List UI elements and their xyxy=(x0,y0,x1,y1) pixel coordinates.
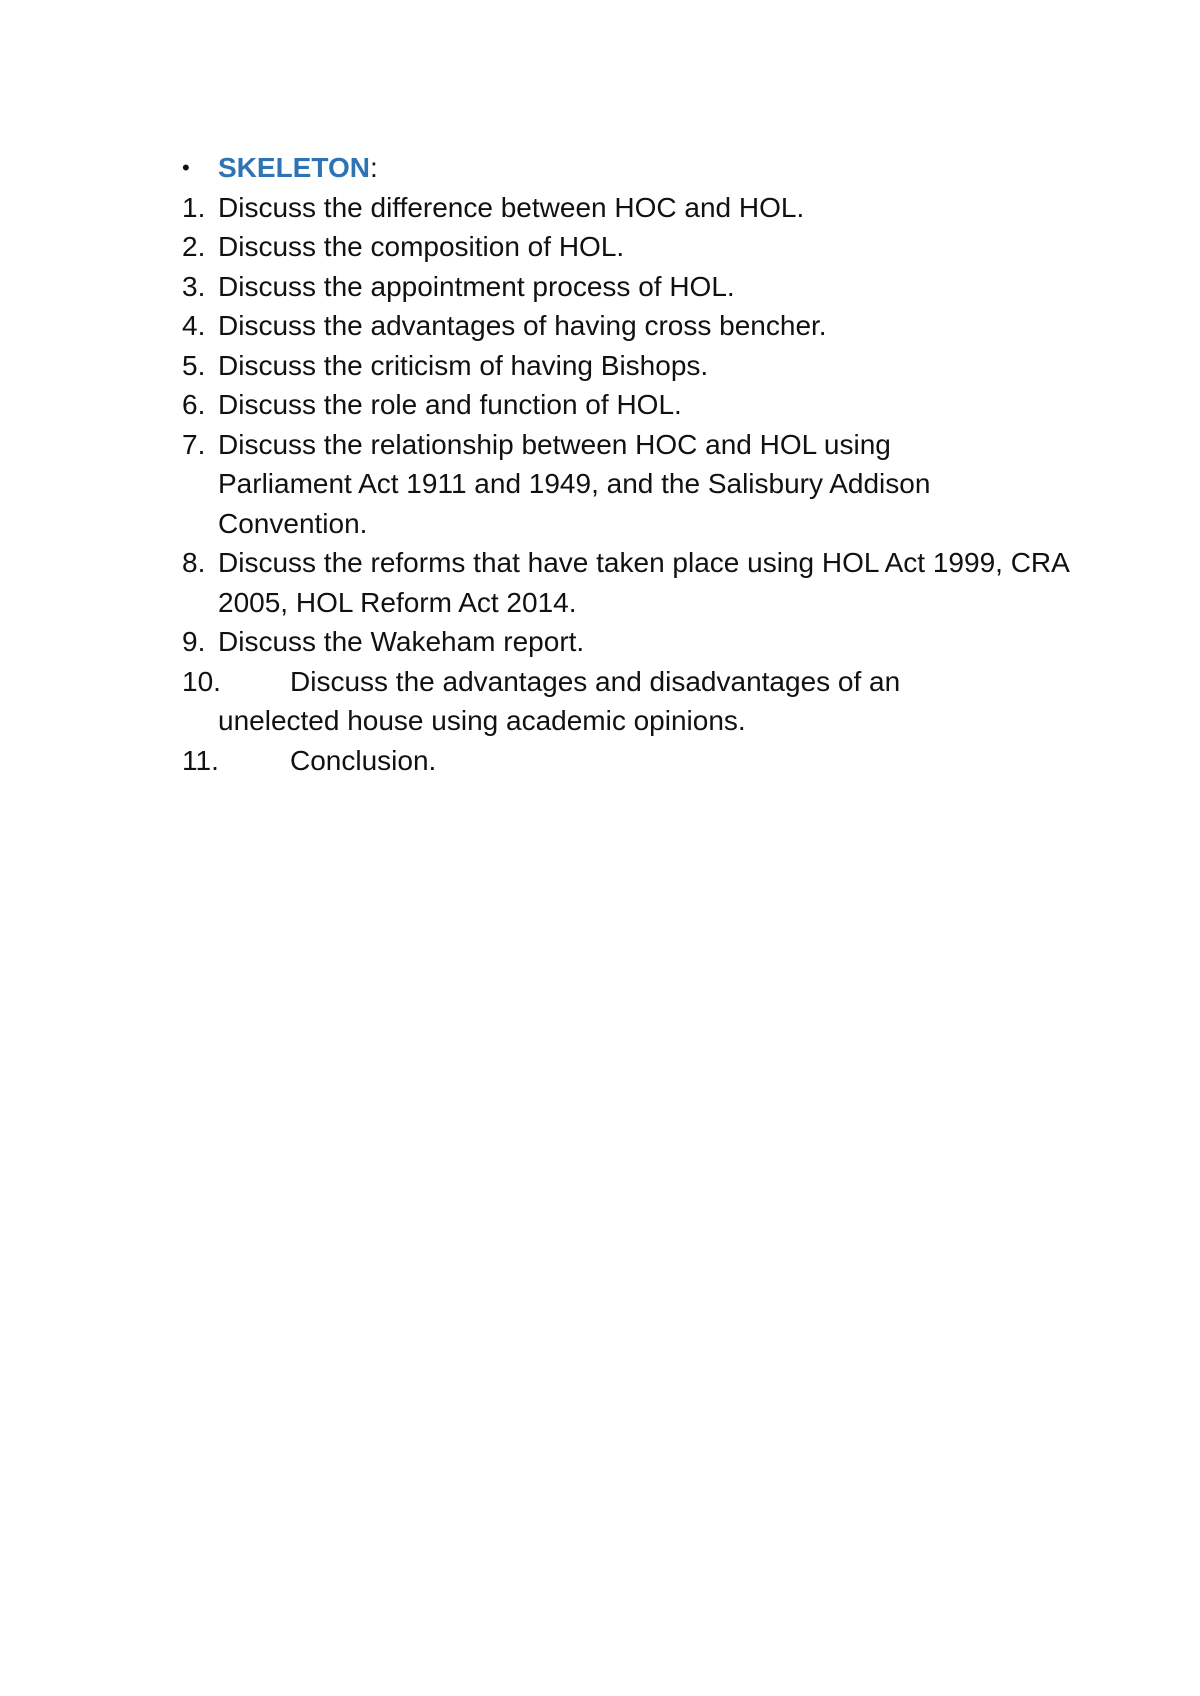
item-number: 3. xyxy=(182,270,206,302)
list-item xyxy=(182,188,1082,228)
item-text: Discuss the advantages and disadvantages of an unelected house using academic opinions. xyxy=(218,665,901,736)
item-number: 8. xyxy=(182,547,206,578)
item-text: Discuss the reforms that have taken place using HOL Act 1999, CRA 2005, HOL Reform Act 2014. xyxy=(218,547,1069,618)
item-text: Conclusion. xyxy=(290,744,437,776)
item-text: Discuss the relationship between HOC and HOL using Parliament Act 1911 and 1949, and the Salisbury Addison Convention. xyxy=(218,428,931,539)
item-number: 1. xyxy=(182,191,206,223)
list-item xyxy=(182,622,1082,662)
item-text: Discuss the appointment process of HOL. xyxy=(218,270,735,302)
item-number: 11. xyxy=(182,744,219,776)
list-item xyxy=(182,227,1082,267)
item-text: Discuss the advantages of having cross bencher. xyxy=(218,310,827,341)
item-number: 6. xyxy=(182,389,206,420)
item-text: Discuss the Wakeham report. xyxy=(218,626,585,657)
bullet-icon: • xyxy=(182,155,190,180)
skeleton-list xyxy=(182,188,1082,781)
item-number: 2. xyxy=(182,231,206,262)
heading-label: SKELETON xyxy=(218,152,370,183)
item-number: 5. xyxy=(182,349,206,381)
list-item xyxy=(182,741,1082,781)
list-item xyxy=(182,306,1082,346)
skeleton-heading xyxy=(182,148,1082,188)
item-text: Discuss the criticism of having Bishops. xyxy=(218,349,709,381)
list-item xyxy=(182,385,1082,425)
item-number: 4. xyxy=(182,310,206,341)
item-text: Discuss the composition of HOL. xyxy=(218,231,625,262)
item-text: Discuss the difference between HOC and HOL. xyxy=(218,191,805,223)
list-item xyxy=(182,662,938,741)
document-body xyxy=(182,148,1082,780)
list-item xyxy=(182,346,1082,386)
item-number: 9. xyxy=(182,626,206,657)
list-item xyxy=(182,543,1078,622)
list-item xyxy=(182,267,1082,307)
item-text: Discuss the role and function of HOL. xyxy=(218,389,682,420)
item-number: 7. xyxy=(182,428,206,460)
heading-suffix: : xyxy=(369,152,378,183)
list-item xyxy=(182,425,948,544)
item-number: 10. xyxy=(182,665,221,697)
